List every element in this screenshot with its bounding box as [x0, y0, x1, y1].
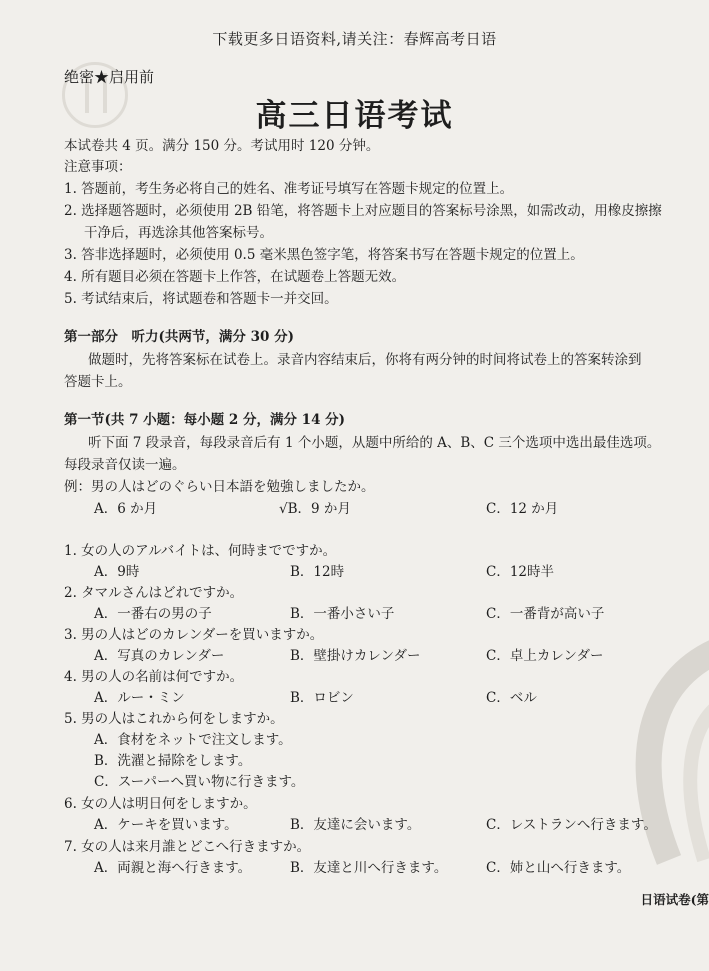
example-option: C．12 か月	[486, 501, 559, 517]
footer-page-label: 日语试卷(第	[640, 892, 709, 907]
example-option: A．6 か月	[94, 501, 158, 517]
watermark-arc-icon	[609, 640, 709, 870]
example-option: √B．9 か月	[279, 501, 351, 517]
notice-item: 4. 所有题目必须在答题卡上作答，在试题卷上答题无效。	[64, 269, 406, 285]
answer-option: B．友達に会います。	[290, 817, 421, 833]
answer-option: B．ロビン	[290, 690, 354, 706]
question-text: 6. 女の人は明日何をしますか。	[64, 796, 257, 812]
answer-option: B．友達と川へ行きます。	[290, 860, 448, 876]
notice-heading: 注意事项：	[64, 159, 132, 175]
part1-heading: 第一部分 听力(共两节，满分 30 分)	[64, 329, 294, 345]
confidential-label: 绝密★启用前	[64, 68, 155, 86]
section1-desc: 每段录音仅读一遍。	[64, 457, 186, 473]
question-text: 5. 男の人はこれから何をしますか。	[64, 711, 284, 727]
answer-option: C．スーパーへ買い物に行きます。	[94, 774, 305, 790]
answer-option: A．ケーキを買います。	[94, 817, 238, 833]
answer-option: B．洗濯と掃除をします。	[94, 753, 252, 769]
answer-option: B．壁掛けカレンダー	[290, 648, 421, 664]
question-text: 2. タマルさんはどれですか。	[64, 585, 244, 601]
answer-option: A．写真のカレンダー	[94, 648, 225, 664]
notice-item: 3. 答非选择题时，必须使用 0.5 毫米黑色签字笔，将答案书写在答题卡规定的位置上。	[64, 247, 584, 263]
answer-option: C．ベル	[486, 690, 537, 706]
answer-option: C．一番背が高い子	[486, 606, 605, 622]
question-text: 3. 男の人はどのカレンダーを買いますか。	[64, 627, 324, 643]
notice-item: 2. 选择题答题时，必须使用 2B 铅笔，将答题卡上对应题目的答案标号涂黑，如需改动，用橡皮擦擦	[64, 203, 662, 219]
header-note: 下载更多日语资料,请关注：春辉高考日语	[212, 30, 497, 48]
intro-text: 本试卷共 4 页。满分 150 分。考试用时 120 分钟。	[64, 138, 380, 154]
notice-item: 1. 答题前，考生务必将自己的姓名、准考证号填写在答题卡规定的位置上。	[64, 181, 514, 197]
notice-item: 干净后，再选涂其他答案标号。	[84, 225, 273, 241]
answer-option: C．レストランへ行きます。	[486, 817, 657, 833]
exam-title: 高三日语考试	[255, 98, 454, 134]
example-question: 例：男の人はどのぐらい日本語を勉強しましたか。	[64, 479, 375, 495]
section1-heading: 第一节(共 7 小题：每小题 2 分，满分 14 分)	[64, 412, 346, 428]
answer-option: A．ルー・ミン	[94, 690, 185, 706]
answer-option: B．12時	[290, 564, 345, 580]
answer-option: A．食材をネットで注文します。	[94, 732, 292, 748]
notice-item: 5. 考试结束后，将试题卷和答题卡一并交回。	[64, 291, 338, 307]
answer-option: A．両親と海へ行きます。	[94, 860, 252, 876]
question-text: 7. 女の人は来月誰とどこへ行きますか。	[64, 839, 311, 855]
question-text: 1. 女の人のアルバイトは、何時までですか。	[64, 543, 337, 559]
answer-option: C．卓上カレンダー	[486, 648, 604, 664]
answer-option: A．一番右の男の子	[94, 606, 212, 622]
answer-option: C．姉と山へ行きます。	[486, 860, 631, 876]
answer-option: B．一番小さい子	[290, 606, 395, 622]
part1-desc: 答题卡上。	[64, 374, 132, 390]
part1-desc: 做题时，先将答案标在试卷上。录音内容结束后，你将有两分钟的时间将试卷上的答案转涂到	[88, 352, 642, 368]
answer-option: A．9時	[94, 564, 140, 580]
question-text: 4. 男の人の名前は何ですか。	[64, 669, 244, 685]
section1-desc: 听下面 7 段录音，每段录音后有 1 个小题，从题中所给的 A、B、C 三个选项中选出最佳选项。	[88, 435, 661, 451]
answer-option: C．12時半	[486, 564, 555, 580]
